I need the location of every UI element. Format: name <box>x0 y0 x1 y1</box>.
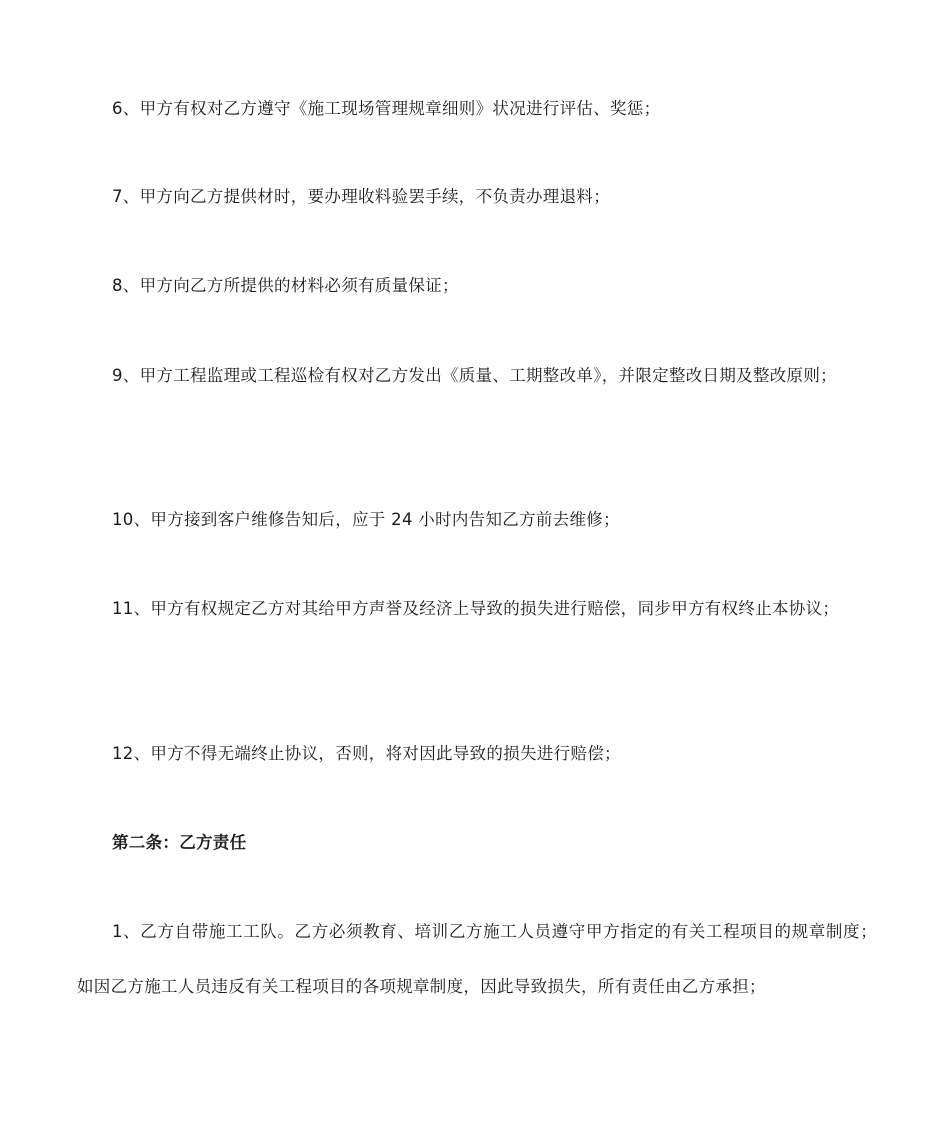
paragraph-item-11: 11、甲方有权规定乙方对其给甲方声誉及经济上导致的损失进行赔偿，同步甲方有权终止本协议； <box>112 599 840 618</box>
paragraph-item-1: 1、乙方自带施工工队。乙方必须教育、培训乙方施工人员遵守甲方指定的有关工程项目的规章制度；如因乙方施工人员违反有关工程项目的各项规章制度，因此导致损失，所有责任由乙方承担； <box>77 922 877 996</box>
paragraph-item-7: 7、甲方向乙方提供材时，要办理收料验罢手续，不负责办理退料； <box>112 187 610 206</box>
section-heading: 第二条：乙方责任 <box>112 833 247 852</box>
paragraph-item-10: 10、甲方接到客户维修告知后，应于 24 小时内告知乙方前去维修； <box>112 510 620 529</box>
paragraph-item-9: 9、甲方工程监理或工程巡检有权对乙方发出《质量、工期整改单》，并限定整改日期及整改原则； <box>112 366 837 385</box>
paragraph-item-8: 8、甲方向乙方所提供的材料必须有质量保证； <box>112 276 459 295</box>
paragraph-item-12: 12、甲方不得无端终止协议，否则，将对因此导致的损失进行赔偿； <box>112 744 621 763</box>
paragraph-item-6: 6、甲方有权对乙方遵守《施工现场管理规章细则》状况进行评估、奖惩； <box>112 99 661 118</box>
